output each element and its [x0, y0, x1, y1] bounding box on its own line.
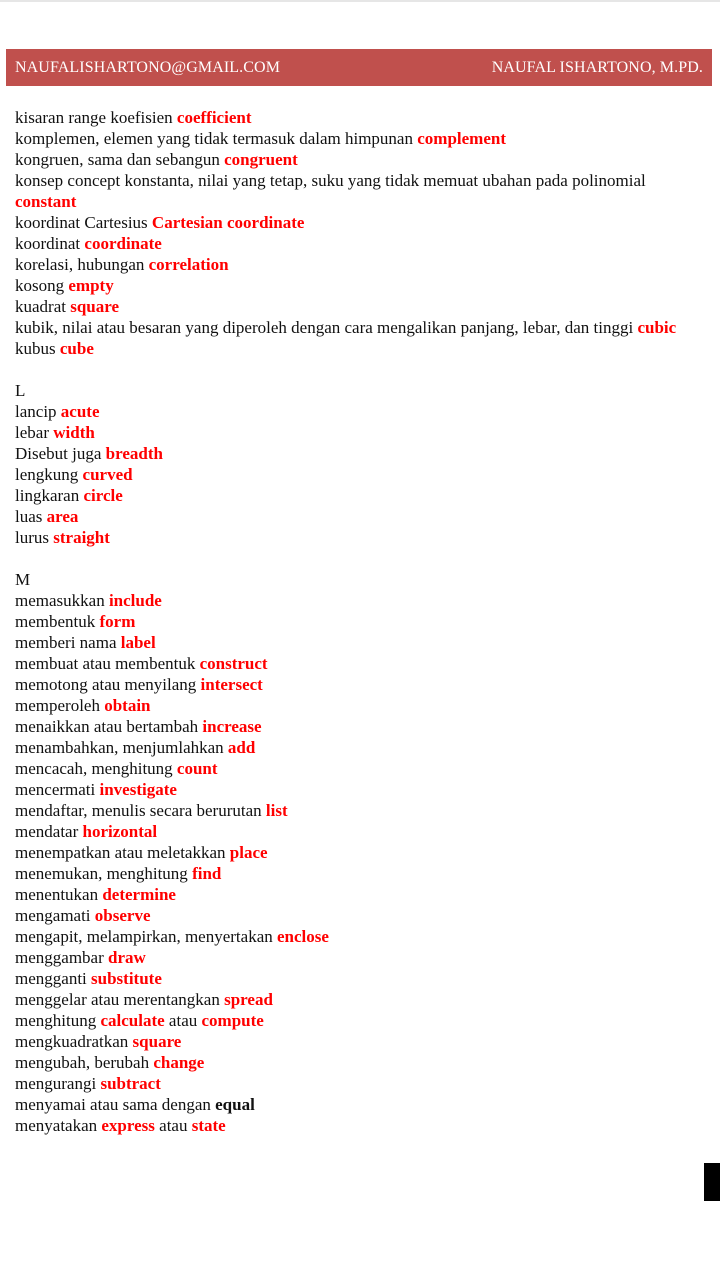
indonesian-text: korelasi, hubungan — [15, 255, 149, 274]
indonesian-text: M — [15, 570, 31, 589]
english-term: area — [46, 507, 79, 526]
english-term: state — [191, 1116, 226, 1135]
indonesian-text: konsep concept konstanta, nilai yang tetap, suku yang tidak memuat ubahan pada polinomial — [15, 171, 646, 190]
glossary-entry-menaikkan — [15, 716, 705, 737]
english-term: investigate — [99, 780, 177, 799]
glossary-entry-kubus — [15, 338, 705, 359]
english-term: express — [101, 1116, 155, 1135]
indonesian-text: Disebut juga — [15, 444, 106, 463]
glossary-entry-menghitung — [15, 1010, 705, 1031]
indonesian-text: lurus — [15, 528, 54, 547]
english-term: intersect — [200, 675, 263, 694]
glossary-entry-menambahkan — [15, 737, 705, 758]
indonesian-text: mendatar — [15, 822, 83, 841]
indonesian-text: menemukan, menghitung — [15, 864, 193, 883]
glossary-entry-luas — [15, 506, 705, 527]
glossary-entry-letter-l — [15, 380, 705, 401]
indonesian-text: kongruen, sama dan sebangun — [15, 150, 225, 169]
glossary-entry-disebut — [15, 443, 705, 464]
glossary-entry-kuadrat — [15, 296, 705, 317]
glossary-entry-lancip — [15, 401, 705, 422]
glossary-entry-mengganti — [15, 968, 705, 989]
indonesian-text: menentukan — [15, 885, 103, 904]
glossary-entry-mendaftar — [15, 800, 705, 821]
english-term: substitute — [91, 969, 162, 988]
indonesian-text: lancip — [15, 402, 61, 421]
english-term: compute — [201, 1011, 264, 1030]
english-term: label — [120, 633, 156, 652]
glossary-entry-mencermati — [15, 779, 705, 800]
english-term: spread — [224, 990, 273, 1009]
english-term: breadth — [105, 444, 163, 463]
english-term: calculate — [100, 1011, 165, 1030]
english-term: square — [70, 297, 120, 316]
english-term: correlation — [148, 255, 229, 274]
english-term: add — [227, 738, 256, 757]
english-term: change — [153, 1053, 205, 1072]
indonesian-text: lengkung — [15, 465, 83, 484]
indonesian-text: memotong atau menyilang — [15, 675, 201, 694]
blank-line — [15, 548, 705, 569]
glossary-entry-mendatar — [15, 821, 705, 842]
indonesian-text: L — [15, 381, 26, 400]
indonesian-text: kosong — [15, 276, 69, 295]
glossary-entry-menemukan — [15, 863, 705, 884]
indonesian-text: membentuk — [15, 612, 100, 631]
english-term: coefficient — [176, 108, 252, 127]
english-term: subtract — [100, 1074, 161, 1093]
english-term: horizontal — [82, 822, 158, 841]
glossary-entry-mengamati — [15, 905, 705, 926]
indonesian-text: memperoleh — [15, 696, 105, 715]
glossary-entry-memotong — [15, 674, 705, 695]
indonesian-text: komplemen, elemen yang tidak termasuk dalam himpunan — [15, 129, 418, 148]
glossary-entry-menyatakan — [15, 1115, 705, 1136]
english-term: observe — [94, 906, 151, 925]
english-term: acute — [60, 402, 100, 421]
glossary-entry-koordinat-cartesius — [15, 212, 705, 233]
english-term: congruent — [224, 150, 298, 169]
indonesian-text: mencermati — [15, 780, 100, 799]
indonesian-text: membuat atau membentuk — [15, 654, 200, 673]
indonesian-text: mengganti — [15, 969, 92, 988]
glossary-entry-menentukan — [15, 884, 705, 905]
english-term: circle — [83, 486, 123, 505]
glossary-entry-mengurangi — [15, 1073, 705, 1094]
english-term: draw — [108, 948, 146, 967]
indonesian-text: menambahkan, menjumlahkan — [15, 738, 228, 757]
english-term: include — [108, 591, 162, 610]
indonesian-text: mencacah, menghitung — [15, 759, 177, 778]
indonesian-text: koordinat — [15, 234, 85, 253]
indonesian-text: mengurangi — [15, 1074, 101, 1093]
indonesian-text: koordinat Cartesius — [15, 213, 152, 232]
english-term: count — [176, 759, 218, 778]
glossary-entry-mengkuadratkan — [15, 1031, 705, 1052]
glossary-entry-mengapit — [15, 926, 705, 947]
indonesian-text: atau — [154, 1116, 192, 1135]
indonesian-text: menyamai atau sama dengan — [15, 1095, 216, 1114]
english-term: complement — [417, 129, 506, 148]
glossary-entry-mencacah — [15, 758, 705, 779]
english-term: curved — [82, 465, 133, 484]
glossary-entry-membentuk — [15, 611, 705, 632]
glossary-entry-lebar — [15, 422, 705, 443]
glossary-entry-lurus — [15, 527, 705, 548]
glossary-entry-menggelar — [15, 989, 705, 1010]
english-term: determine — [102, 885, 176, 904]
english-term: construct — [199, 654, 268, 673]
indonesian-text: memasukkan — [15, 591, 109, 610]
english-term: enclose — [277, 927, 329, 946]
glossary-entry-konsep — [15, 170, 705, 212]
glossary-entry-mengubah — [15, 1052, 705, 1073]
glossary-entry-membuat — [15, 653, 705, 674]
glossary-entry-lingkaran — [15, 485, 705, 506]
indonesian-text: kisaran range koefisien — [15, 108, 177, 127]
english-term: Cartesian coordinate — [151, 213, 305, 232]
glossary-entry-menempatkan — [15, 842, 705, 863]
top-divider — [0, 0, 720, 2]
english-term: cube — [59, 339, 94, 358]
english-term: equal — [215, 1095, 255, 1114]
english-term: find — [192, 864, 222, 883]
english-term: cubic — [637, 318, 677, 337]
english-term: coordinate — [84, 234, 162, 253]
indonesian-text: menyatakan — [15, 1116, 102, 1135]
indonesian-text: kubik, nilai atau besaran yang diperoleh dengan cara mengalikan panjang, lebar, dan tinggi — [15, 318, 638, 337]
glossary-entry-menggambar — [15, 947, 705, 968]
glossary-entry-komplemen — [15, 128, 705, 149]
english-term: form — [99, 612, 136, 631]
indonesian-text: atau — [164, 1011, 202, 1030]
glossary-entry-memperoleh — [15, 695, 705, 716]
glossary-entry-kisaran — [15, 107, 705, 128]
glossary-entry-letter-m — [15, 569, 705, 590]
header-author: NAUFAL ISHARTONO, M.PD. — [491, 58, 703, 76]
indonesian-text: mengubah, berubah — [15, 1053, 154, 1072]
glossary-entry-kongruen — [15, 149, 705, 170]
indonesian-text: menempatkan atau meletakkan — [15, 843, 230, 862]
indonesian-text: lingkaran — [15, 486, 84, 505]
english-term: empty — [68, 276, 114, 295]
scroll-marker — [704, 1163, 720, 1201]
indonesian-text: mengkuadratkan — [15, 1032, 133, 1051]
english-term: straight — [53, 528, 110, 547]
indonesian-text: luas — [15, 507, 47, 526]
indonesian-text: menaikkan atau bertambah — [15, 717, 203, 736]
indonesian-text: kubus — [15, 339, 60, 358]
glossary-entry-memasukkan — [15, 590, 705, 611]
english-term: square — [132, 1032, 182, 1051]
glossary-entry-kubik — [15, 317, 705, 338]
english-term: increase — [202, 717, 262, 736]
indonesian-text: mengamati — [15, 906, 95, 925]
english-term: width — [53, 423, 95, 442]
glossary-entry-korelasi — [15, 254, 705, 275]
english-term: constant — [15, 192, 77, 211]
glossary-entry-memberi-nama — [15, 632, 705, 653]
english-term: obtain — [104, 696, 151, 715]
indonesian-text: mengapit, melampirkan, menyertakan — [15, 927, 277, 946]
indonesian-text: menghitung — [15, 1011, 101, 1030]
header-email: NAUFALISHARTONO@GMAIL.COM — [15, 58, 281, 76]
indonesian-text: kuadrat — [15, 297, 71, 316]
glossary-list — [15, 107, 705, 1136]
glossary-entry-lengkung — [15, 464, 705, 485]
english-term: list — [265, 801, 288, 820]
blank-line — [15, 359, 705, 380]
glossary-entry-kosong — [15, 275, 705, 296]
glossary-entry-menyamai — [15, 1094, 705, 1115]
indonesian-text: memberi nama — [15, 633, 121, 652]
english-term: place — [229, 843, 268, 862]
indonesian-text: menggambar — [15, 948, 108, 967]
indonesian-text: menggelar atau merentangkan — [15, 990, 225, 1009]
page-header — [6, 49, 712, 86]
glossary-entry-koordinat — [15, 233, 705, 254]
indonesian-text: lebar — [15, 423, 54, 442]
indonesian-text: mendaftar, menulis secara berurutan — [15, 801, 266, 820]
